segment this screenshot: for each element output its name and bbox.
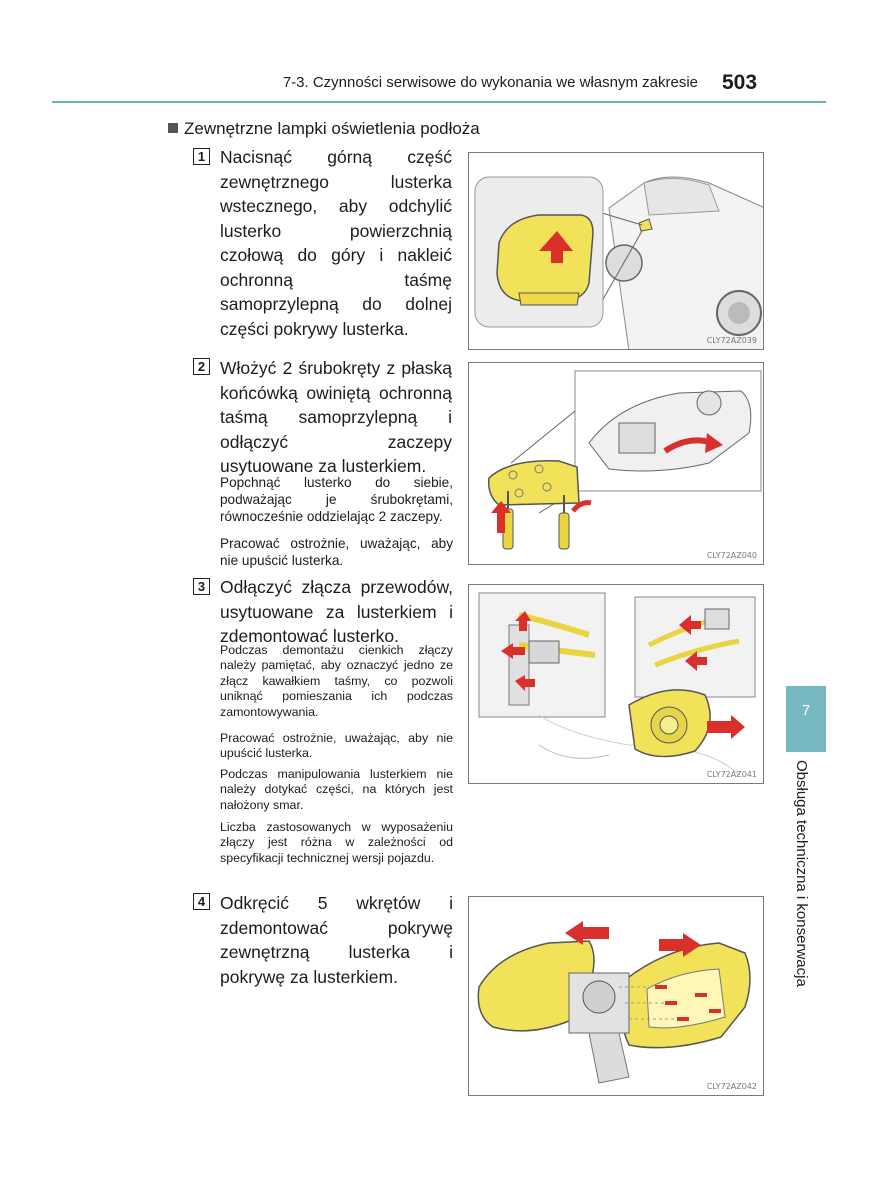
- step-4-text: Odkręcić 5 wkrętów i zdemontować pokrywę zewnętrzną lusterka i pokrywę za lusterkiem.: [220, 893, 453, 987]
- square-bullet-icon: [168, 123, 178, 133]
- chapter-number: 7: [801, 702, 811, 719]
- figure-code: CLY72AZ042: [706, 1082, 757, 1091]
- step-2-note-1: Popchnąć lusterko do siebie, podważając je śrubokrętami, równocześnie oddzielając 2 zaczepy.: [220, 475, 453, 524]
- figure-step-2: [468, 362, 764, 565]
- step-3-note-3: Podczas manipulowania lusterkiem nie należy dotykać części, na których jest nałożony smar.: [220, 767, 453, 812]
- step-2-number: 2: [193, 358, 210, 375]
- step-1-number: 1: [193, 148, 210, 165]
- header-section-title: 7-3. Czynności serwisowe do wykonania we własnym zakresie: [282, 74, 698, 91]
- chapter-tab: [786, 686, 826, 752]
- step-2-note-2: Pracować ostrożnie, uważając, aby nie upuścić lusterka.: [220, 536, 453, 568]
- chapter-title-vertical: Obsługa techniczna i konserwacja: [793, 760, 810, 987]
- figure-step-3: [468, 584, 764, 784]
- step-3-number: 3: [193, 578, 210, 595]
- connector-removal-illustration: [469, 585, 764, 784]
- step-2-text: Włożyć 2 śrubokręty z płaską końcówką owiniętą ochronną taśmą samoprzylepną i odłączyć zaczepy usytuowane za lusterkiem.: [220, 358, 452, 476]
- figure-step-4: [468, 896, 764, 1096]
- step-3-note-2: Pracować ostrożnie, uważając, aby nie upuścić lusterka.: [220, 731, 453, 761]
- figure-code: CLY72AZ039: [706, 336, 757, 345]
- section-heading-text: Zewnętrzne lampki oświetlenia podłoża: [184, 119, 480, 138]
- figure-code: CLY72AZ041: [706, 770, 757, 779]
- section-heading: [168, 119, 480, 139]
- figure-step-1: [468, 152, 764, 350]
- step-3-note-1: Podczas demontażu cienkich złączy należy pamiętać, aby oznaczyć jedno ze złącz kawałkiem taśmy, co pozwoli uniknąć pomieszania ich podczas zamontowywania.: [220, 643, 453, 719]
- figure-code: CLY72AZ040: [706, 551, 757, 560]
- step-4-number: 4: [193, 893, 210, 910]
- step-1-text: Nacisnąć górną część zewnętrznego lusterka wstecznego, aby odchylić lusterko powierzchnią czołową do góry i nakleić ochronną taśmę samoprzylepną do dolnej części pokrywy lusterka.: [220, 147, 452, 339]
- page-number: 503: [722, 71, 758, 94]
- mirror-press-illustration: [469, 153, 764, 350]
- cover-removal-illustration: [469, 897, 764, 1096]
- screwdriver-clip-illustration: [469, 363, 764, 565]
- step-3-note-4: Liczba zastosowanych w wyposażeniu złączy jest różna w zależności od specyfikacji technicznej wersji pojazdu.: [220, 820, 453, 865]
- header-divider: [52, 101, 826, 103]
- step-3-text: Odłączyć złącza przewodów, usytuowane za lusterkiem i zdemontować lusterko.: [220, 577, 453, 646]
